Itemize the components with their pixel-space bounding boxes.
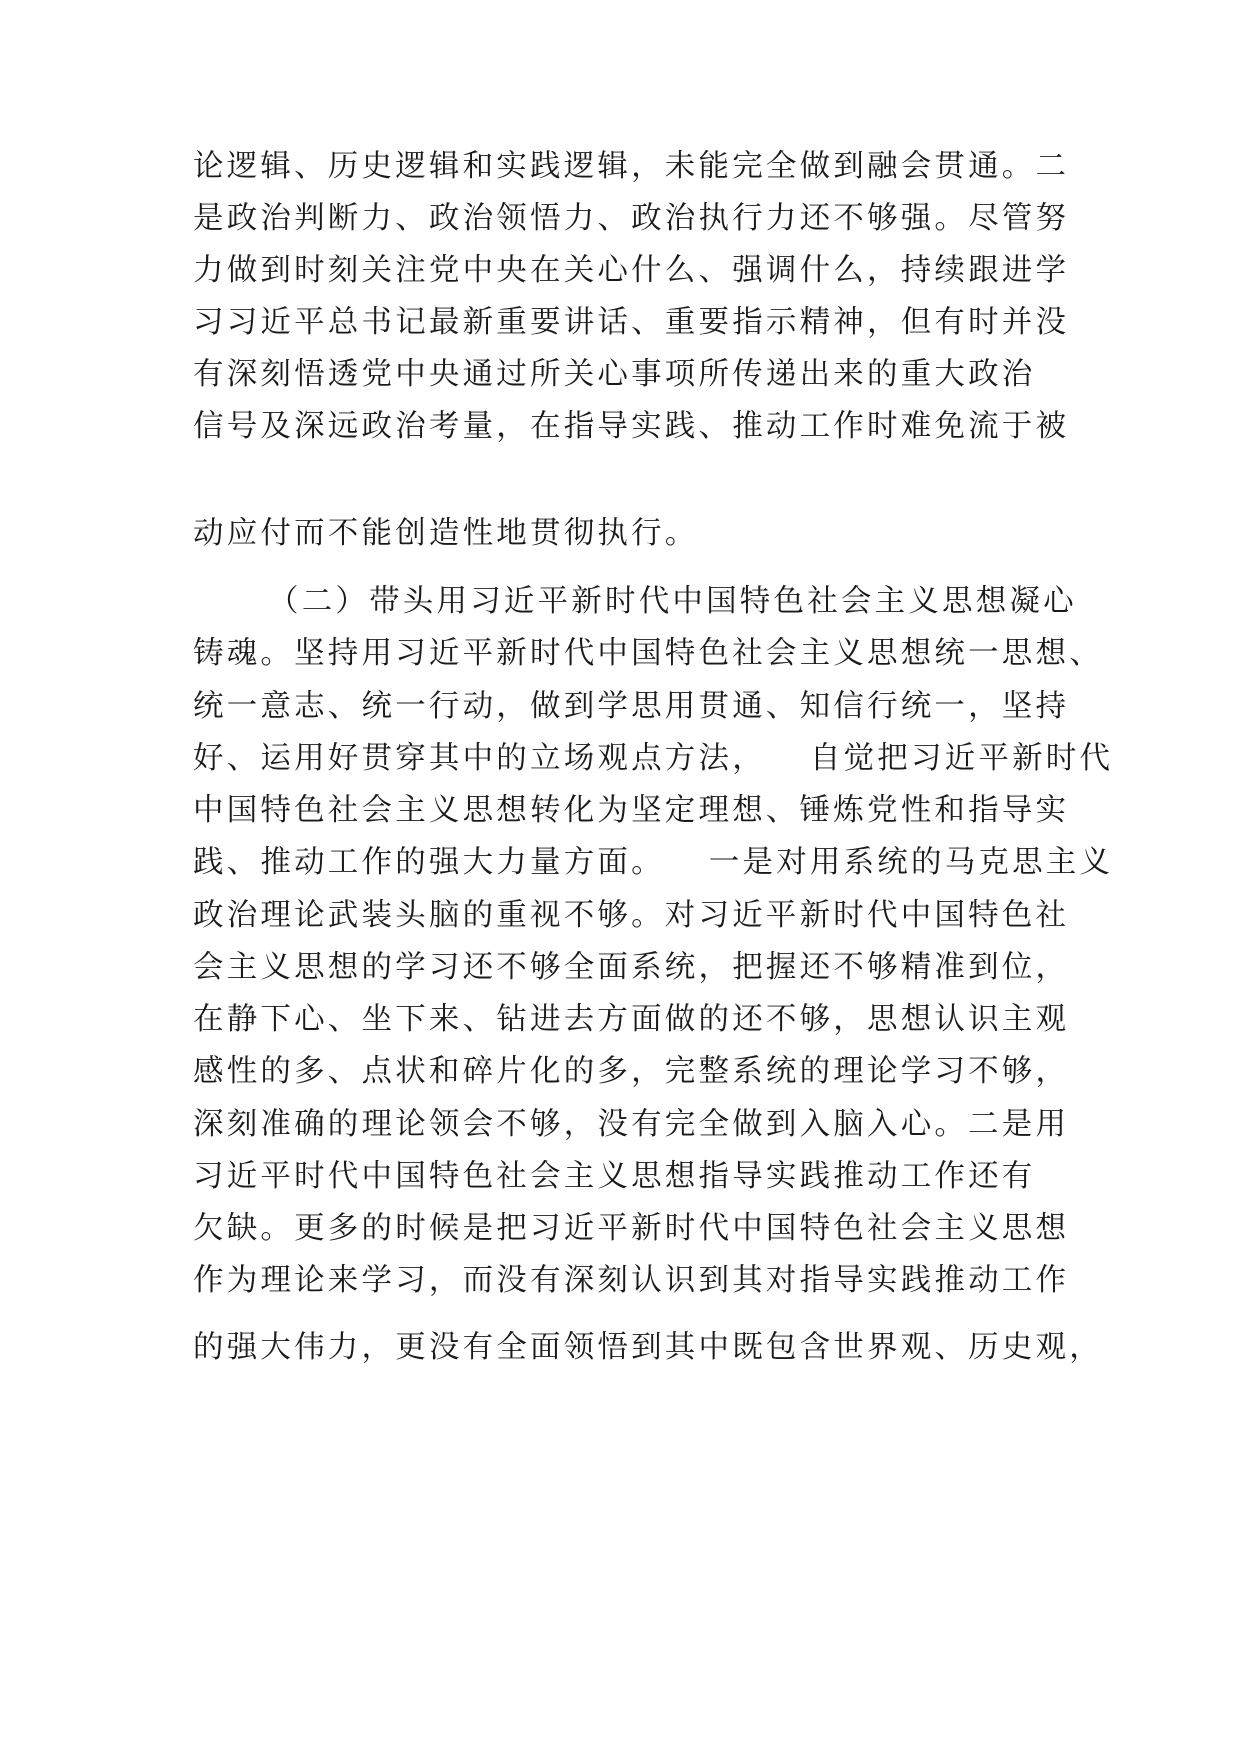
text-line: 动应付而不能创造性地贯彻执行。	[193, 516, 699, 551]
text-line: 习近平时代中国特色社会主义思想指导实践推动工作还有	[193, 1159, 1036, 1194]
section-heading-line: （二）带头用习近平新时代中国特色社会主义思想凝心	[268, 584, 1077, 619]
text-segment: 一是对用系统的马克思主义	[708, 845, 1114, 880]
text-line: 铸魂。坚持用习近平新时代中国特色社会主义思想统一思想、	[193, 636, 1103, 671]
text-line: 的强大伟力，更没有全面领悟到其中既包含世界观、历史观，	[193, 1330, 1103, 1365]
text-line: 欠缺。更多的时候是把习近平新时代中国特色社会主义思想	[193, 1211, 1070, 1246]
text-line: 会主义思想的学习还不够全面系统，把握还不够精准到位，	[193, 950, 1070, 985]
text-line: 作为理论来学习，而没有深刻认识到其对指导实践推动工作	[193, 1263, 1070, 1298]
text-line	[193, 843, 1114, 883]
text-line: 政治理论武装头脑的重视不够。对习近平新时代中国特色社	[193, 898, 1070, 933]
text-line: 感性的多、点状和碎片化的多，完整系统的理论学习不够，	[193, 1054, 1070, 1089]
text-line: 统一意志、统一行动，做到学思用贯通、知信行统一，坚持	[193, 689, 1070, 724]
text-line: 深刻准确的理论领会不够，没有完全做到入脑入心。二是用	[193, 1107, 1070, 1142]
text-line: 中国特色社会主义思想转化为坚定理想、锤炼党性和指导实	[193, 793, 1070, 828]
text-line: 是政治判断力、政治领悟力、政治执行力还不够强。尽管努	[193, 201, 1070, 236]
text-line	[193, 739, 1114, 779]
text-line: 在静下心、坐下来、钻进去方面做的还不够，思想认识主观	[193, 1002, 1070, 1037]
text-segment: 自觉把习近平新时代	[809, 741, 1114, 776]
text-line: 论逻辑、历史逻辑和实践逻辑，未能完全做到融会贯通。二	[193, 149, 1070, 184]
text-line: 力做到时刻关注党中央在关心什么、强调什么，持续跟进学	[193, 253, 1070, 288]
text-line: 有深刻悟透党中央通过所关心事项所传递出来的重大政治	[193, 357, 1036, 392]
text-line: 信号及深远政治考量，在指导实践、推动工作时难免流于被	[193, 409, 1070, 444]
text-segment: 践、推动工作的强大力量方面。	[193, 845, 665, 880]
text-segment: 好、运用好贯穿其中的立场观点方法，	[193, 741, 766, 776]
text-line: 习习近平总书记最新重要讲话、重要指示精神，但有时并没	[193, 305, 1070, 340]
